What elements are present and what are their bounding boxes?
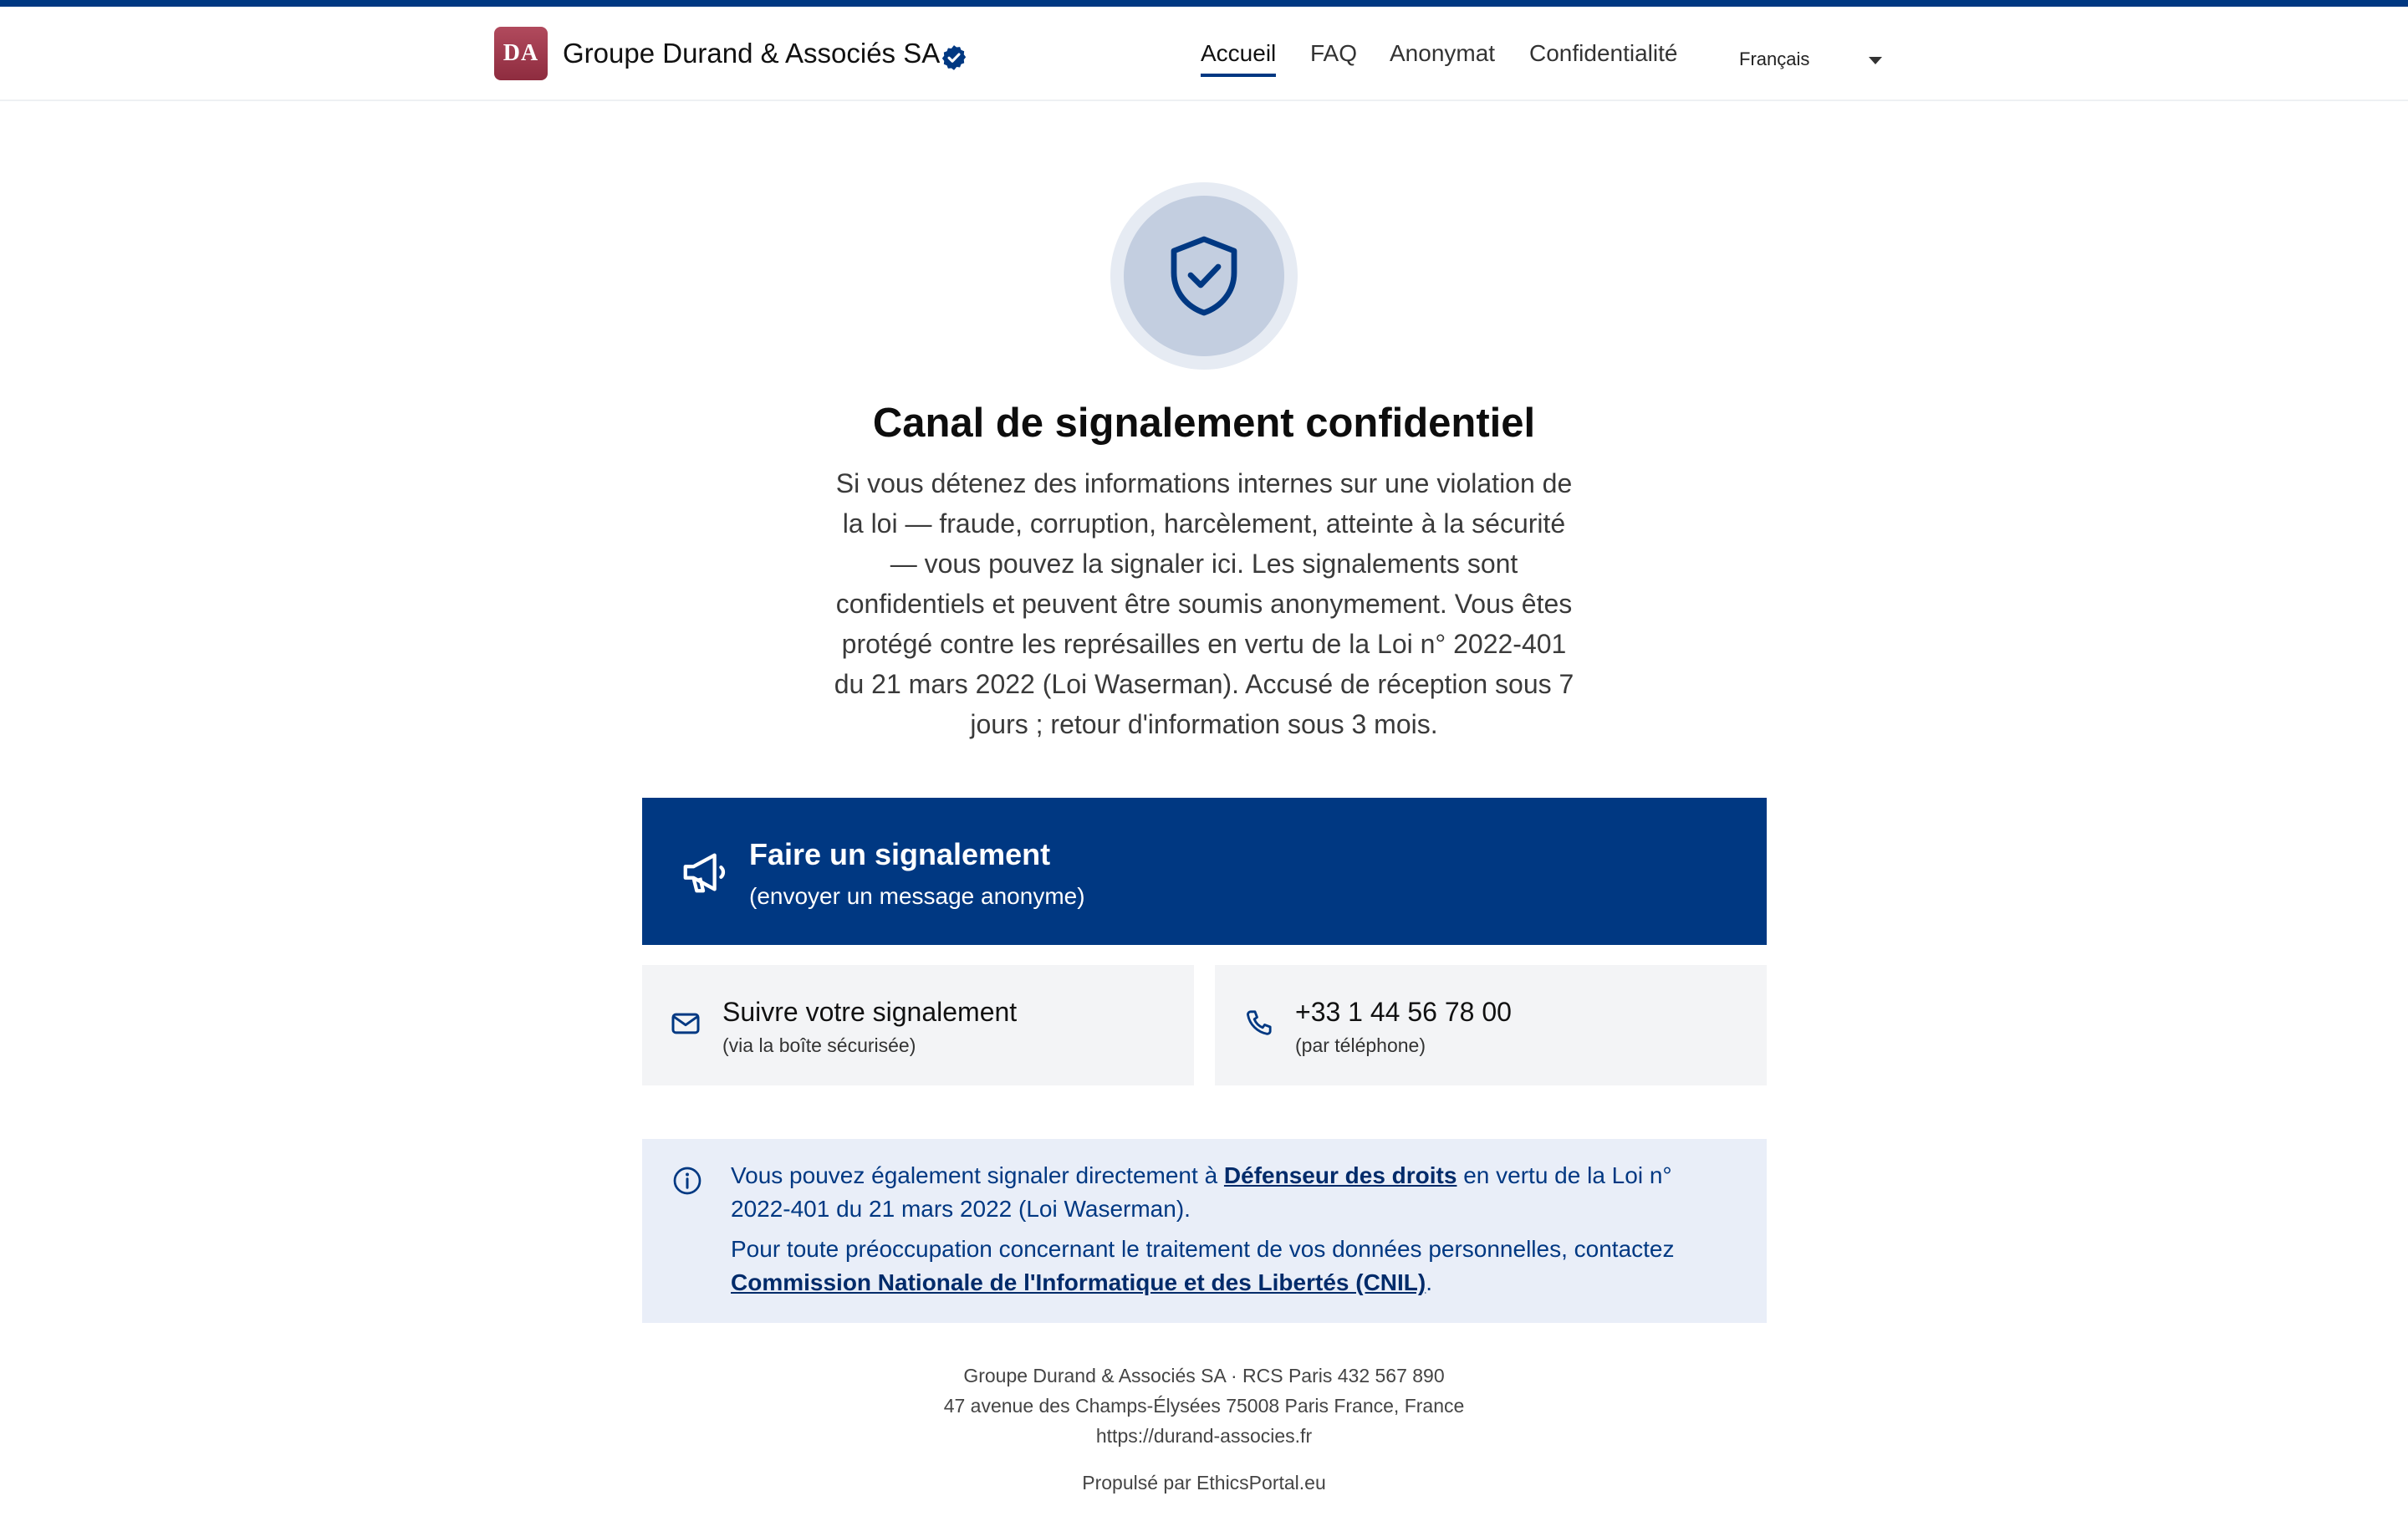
top-accent-bar — [0, 0, 2408, 7]
make-report-button[interactable] — [642, 798, 1767, 945]
nav-anonymat[interactable]: Anonymat — [1390, 40, 1496, 66]
track-report-title: Suivre votre signalement — [722, 997, 1018, 1027]
company-name[interactable]: Groupe Durand & Associés SA — [563, 38, 941, 69]
phone-number: +33 1 44 56 78 00 — [1295, 997, 1512, 1027]
hero-shield-badge — [1110, 182, 1298, 370]
verified-badge-icon — [940, 43, 968, 72]
site-header — [0, 7, 2408, 101]
phone-report-card[interactable] — [1215, 965, 1767, 1085]
footer-powered-by[interactable]: Propulsé par EthicsPortal.eu — [1082, 1472, 1326, 1494]
cnil-link[interactable]: Commission Nationale de l'Informatique et des Libertés (CNIL) — [731, 1269, 1426, 1295]
info-notice — [642, 1139, 1767, 1323]
intro-text: Si vous détenez des informations internes sur une violation de la loi — fraude, corruption, harcèlement, atteinte à la sécurité — vous pouvez la signaler ici. Les signalements sont confidentiels et peuvent être soumis anonymement. Vous êtes protégé contre les représailles en vertu de la Loi n° 2022-401 du 21 mars 2022 (Loi Waserman). Accusé de réception sous 7 jours ; retour d'information sous 3 mois. — [834, 468, 1574, 739]
make-report-subtitle: (envoyer un message anonyme) — [749, 883, 1085, 909]
footer-company-info: Groupe Durand & Associés SA · RCS Paris 432 567 890 — [963, 1365, 1445, 1386]
nav-accueil[interactable]: Accueil — [1201, 37, 1276, 70]
make-report-title: Faire un signalement — [749, 837, 1051, 871]
footer-address: 47 avenue des Champs-Élysées 75008 Paris France, France — [943, 1395, 1465, 1417]
shield-check-icon — [1164, 234, 1244, 318]
phone-subtitle: (par téléphone) — [1295, 1034, 1426, 1056]
info-icon — [672, 1166, 702, 1196]
envelope-icon — [669, 1007, 702, 1040]
company-logo[interactable] — [494, 27, 548, 80]
notice-line-1: Vous pouvez également signaler directement à Défenseur des droits en vertu de la Loi n° 2022-401 du 21 mars 2022 (Loi Waserman). — [731, 1162, 1672, 1222]
language-select[interactable]: Français — [1739, 49, 1810, 69]
nav-faq[interactable]: FAQ — [1310, 40, 1358, 66]
footer-website-link[interactable]: https://durand-associes.fr — [1095, 1425, 1313, 1447]
defenseur-des-droits-link[interactable]: Défenseur des droits — [1223, 1162, 1457, 1188]
phone-icon — [1242, 1007, 1275, 1040]
track-report-card[interactable] — [642, 965, 1194, 1085]
logo-text: DA — [503, 40, 539, 66]
notice-line-2: Pour toute préoccupation concernant le traitement de vos données personnelles, contactez Commission Nationale de l'Informatique et des Libertés (CNIL). — [731, 1236, 1675, 1295]
track-report-subtitle: (via la boîte sécurisée) — [722, 1034, 916, 1056]
chevron-down-icon[interactable] — [1869, 57, 1882, 64]
megaphone-icon — [679, 846, 731, 898]
nav-confidentialite[interactable]: Confidentialité — [1529, 40, 1678, 66]
page-title: Canal de signalement confidentiel — [872, 401, 1536, 446]
